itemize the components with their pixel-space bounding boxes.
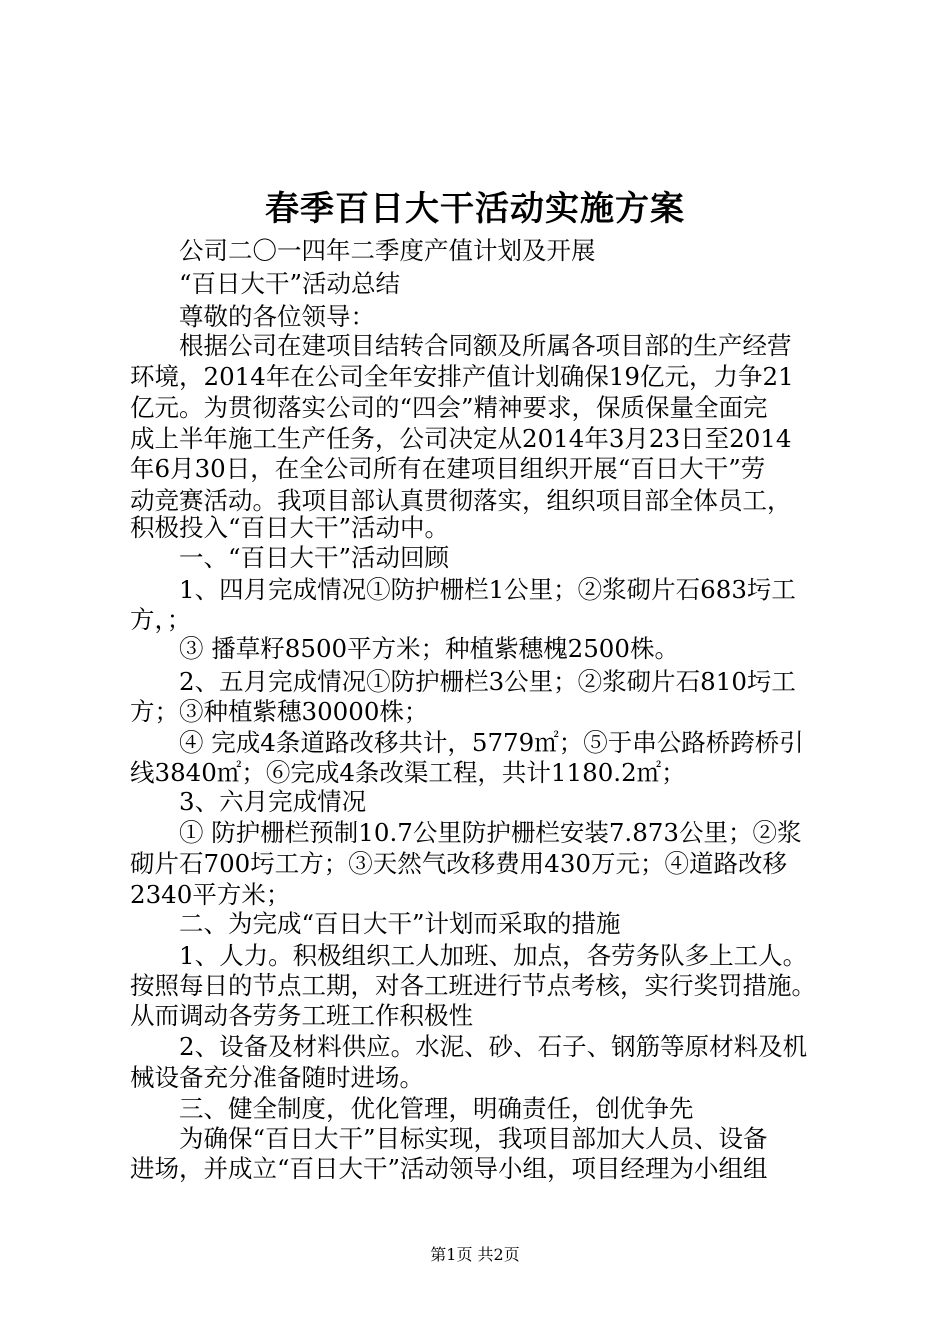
body-line: 方，； <box>130 605 192 634</box>
section-heading: 一、“百日大干”活动回顾 <box>130 543 450 572</box>
body-line: “百日大干”活动总结 <box>130 269 401 298</box>
body-line: 年6月30日，在全公司所有在建项目组织开展“百日大干”劳 <box>130 454 766 483</box>
body-line: 方；③种植紫穗30000株； <box>130 697 429 726</box>
section-heading: 二、为完成“百日大干”计划而采取的措施 <box>130 909 621 938</box>
body-line: ③ 播草籽8500平方米；种植紫穗槐2500株。 <box>130 634 679 663</box>
section-heading: 三、健全制度，优化管理，明确责任，创优争先 <box>130 1094 694 1123</box>
body-line: ① 防护栅栏预制10.7公里防护栅栏安装7.873公里；②浆 <box>130 818 802 847</box>
body-line: 砌片石700圬工方；③天然气改移费用430万元；④道路改移 <box>130 849 788 878</box>
body-line: 2340平方米； <box>130 880 291 909</box>
body-line: 环境，2014年在公司全年安排产值计划确保19亿元，力争21 <box>130 362 794 391</box>
body-line: 按照每日的节点工期，对各工班进行节点考核，实行奖罚措施。 <box>130 971 816 1000</box>
body-line: 公司二〇一四年二季度产值计划及开展 <box>130 236 596 265</box>
body-line: 1、四月完成情况①防护栅栏1公里；②浆砌片石683圬工 <box>130 575 796 604</box>
body-line: 尊敬的各位领导： <box>130 302 375 331</box>
body-line: ④ 完成4条道路改移共计，5779㎡；⑤于串公路桥跨桥引 <box>130 728 804 757</box>
body-line: 2、五月完成情况①防护栅栏3公里；②浆砌片石810圬工 <box>130 667 796 696</box>
body-line: 从而调动各劳务工班工作积极性 <box>130 1001 473 1030</box>
body-line: 积极投入“百日大干”活动中。 <box>130 513 450 542</box>
page-number: 第1页 共2页 <box>430 1245 520 1264</box>
body-line: 2、设备及材料供应。水泥、砂、石子、钢筋等原材料及机 <box>130 1032 808 1061</box>
body-line: 亿元。为贯彻落实公司的“四会”精神要求，保质保量全面完 <box>130 393 768 422</box>
body-line: 3、六月完成情况 <box>130 787 367 816</box>
body-line: 根据公司在建项目结转合同额及所属各项目部的生产经营 <box>130 331 792 360</box>
body-line: 动竞赛活动。我项目部认真贯彻落实，组织项目部全体员工， <box>130 486 792 515</box>
body-line: 线3840㎡；⑥完成4条改渠工程，共计1180.2㎡； <box>130 758 686 787</box>
body-line: 为确保“百日大干”目标实现，我项目部加大人员、设备 <box>130 1124 768 1153</box>
document-title: 春季百日大干活动实施方案 <box>265 189 685 229</box>
body-line: 进场，并成立“百日大干”活动领导小组，项目经理为小组组 <box>130 1154 768 1183</box>
body-line: 成上半年施工生产任务，公司决定从2014年3月23日至2014 <box>130 424 792 453</box>
body-line: 械设备充分准备随时进场。 <box>130 1063 424 1092</box>
body-line: 1、人力。积极组织工人加班、加点，各劳务队多上工人。 <box>130 941 808 970</box>
